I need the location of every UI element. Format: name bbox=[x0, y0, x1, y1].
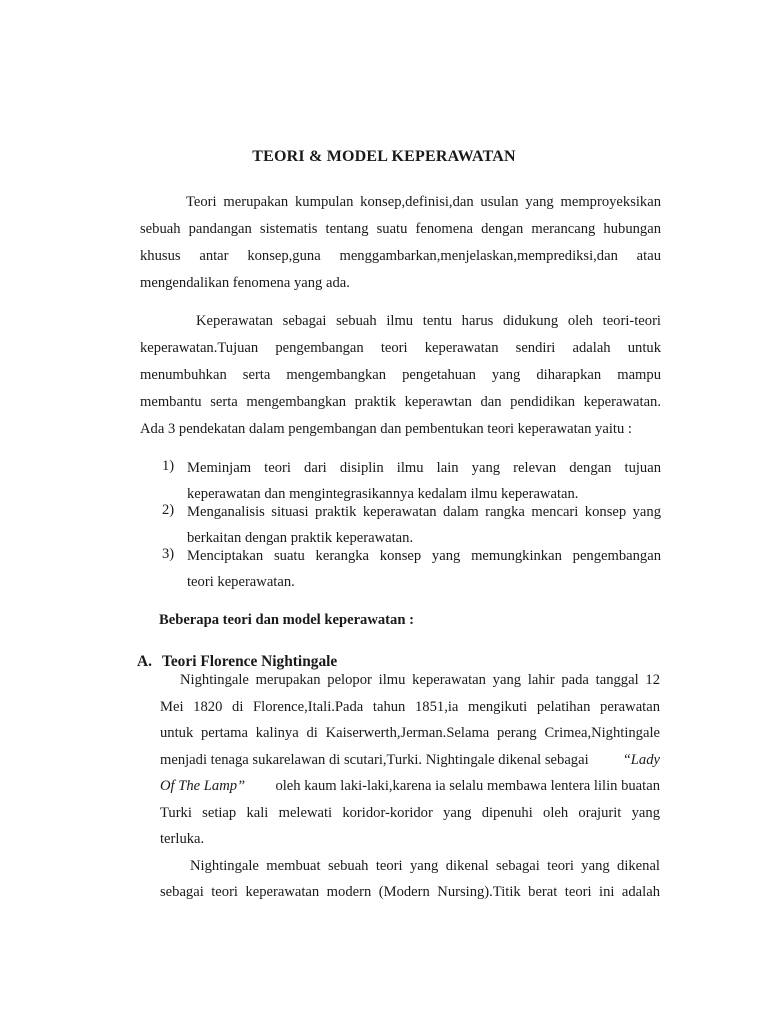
paragraph-line: sebagai teori keperawatan modern (Modern Nursing).Titik berat teori ini adalah bbox=[160, 884, 660, 900]
section-title: Teori Florence Nightingale bbox=[162, 653, 338, 670]
section-a-body bbox=[160, 670, 660, 909]
section-letter: A. bbox=[137, 653, 152, 670]
list-line: Meminjam teori dari disiplin ilmu lain yang relevan dengan tujuan bbox=[187, 460, 661, 476]
list-line: keperawatan dan mengintegrasikannya kedalam ilmu keperawatan. bbox=[187, 486, 579, 502]
paragraph-line: untuk pertama kalinya di Kaiserwerth,Jerman.Selama perang Crimea,Nightingale bbox=[160, 725, 660, 741]
list-line: teori keperawatan. bbox=[187, 574, 295, 590]
paragraph-line: Turki setiap kali melewati koridor-koridor yang dipenuhi oleh orajurit yang bbox=[160, 804, 660, 821]
line-text: menjadi tenaga sukarelawan di scutari,Turki. Nightingale dikenal sebagai bbox=[160, 751, 589, 768]
paragraph-line: menumbuhkan serta mengembangkan pengetahuan yang diharapkan mampu bbox=[140, 367, 661, 383]
list-line: Menciptakan suatu kerangka konsep yang memungkinkan pengembangan bbox=[187, 548, 661, 564]
paragraph-line: Nightingale merupakan pelopor ilmu keperawatan yang lahir pada tanggal 12 bbox=[180, 672, 660, 688]
paragraph-line: Teori merupakan kumpulan konsep,definisi,dan usulan yang memproyeksikan bbox=[186, 194, 661, 210]
list-number: 1) bbox=[162, 458, 175, 474]
paragraph-line: membantu serta mengembangkan praktik keperawtan dan pendidikan keperawatan. bbox=[140, 394, 661, 410]
line-text: oleh kaum laki-laki,karena ia selalu membawa lentera lilin buatan bbox=[275, 778, 660, 794]
quote-text: “Lady bbox=[622, 751, 660, 768]
paragraph-line: mengendalikan fenomena yang ada. bbox=[140, 275, 350, 291]
list-number: 3) bbox=[162, 546, 175, 562]
section-subheading: Beberapa teori dan model keperawatan : bbox=[159, 612, 414, 628]
list-number: 2) bbox=[162, 502, 175, 518]
page-title: TEORI & MODEL KEPERAWATAN bbox=[252, 148, 516, 165]
paragraph-line: terluka. bbox=[160, 831, 205, 847]
paragraph-line: Nightingale membuat sebuah teori yang dikenal sebagai teori yang dikenal bbox=[190, 857, 660, 874]
quote-text: Of The Lamp” bbox=[160, 778, 246, 794]
paragraph-teori bbox=[140, 192, 661, 300]
paragraph-line bbox=[160, 750, 660, 777]
paragraph-line: keperawatan.Tujuan pengembangan teori keperawatan sendiri adalah untuk bbox=[140, 340, 661, 356]
paragraph-line: khusus antar konsep,guna menggambarkan,menjelaskan,memprediksi,dan atau bbox=[140, 248, 661, 264]
paragraph-line: Mei 1820 di Florence,Itali.Pada tahun 1851,ia mengikuti pelatihan perawatan bbox=[160, 698, 660, 715]
paragraph-line: sebuah pandangan sistematis tentang suatu fenomena dengan merancang hubungan bbox=[140, 221, 661, 237]
list-line: Menganalisis situasi praktik keperawatan dalam rangka mencari konsep yang bbox=[187, 504, 661, 520]
paragraph-line bbox=[160, 776, 660, 803]
paragraph-keperawatan bbox=[140, 311, 661, 446]
paragraph-line: Keperawatan sebagai sebuah ilmu tentu harus didukung oleh teori-teori bbox=[196, 313, 661, 329]
section-a-heading bbox=[137, 653, 337, 671]
paragraph-line: Ada 3 pendekatan dalam pengembangan dan pembentukan teori keperawatan yaitu : bbox=[140, 421, 632, 437]
list-line: berkaitan dengan praktik keperawatan. bbox=[187, 530, 414, 546]
